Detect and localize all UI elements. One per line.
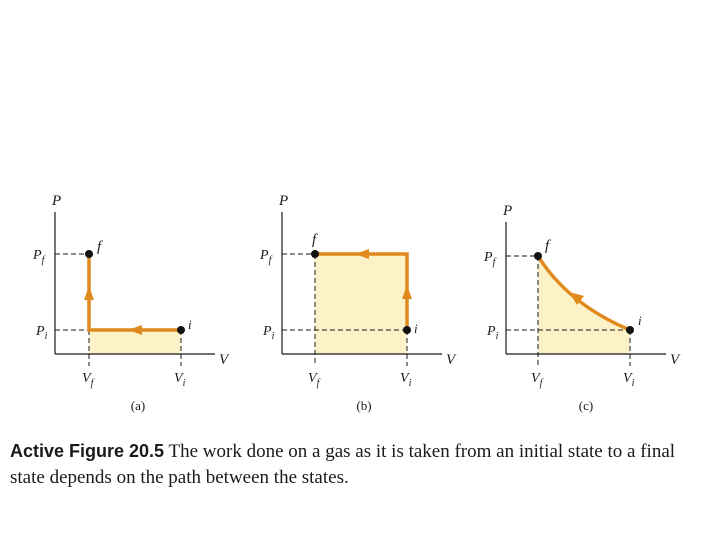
volume-axis-label-a: V bbox=[219, 352, 229, 368]
final-point-label-c: f bbox=[545, 238, 550, 254]
panel-label-c: (c) bbox=[578, 398, 594, 413]
pi-label-a: $P_i$ bbox=[36, 324, 48, 342]
panel-b bbox=[259, 193, 457, 413]
pf-label-a: $P_f$ bbox=[33, 248, 45, 266]
final-point-label-a: f bbox=[97, 239, 102, 255]
final-state-point-c bbox=[534, 252, 542, 260]
panel-label-b: (b) bbox=[356, 398, 372, 413]
vf-label-c: $V_f$ bbox=[531, 371, 543, 389]
pf-label-b: $P_f$ bbox=[260, 248, 272, 266]
final-state-point-a bbox=[85, 250, 93, 258]
work-area-a bbox=[89, 330, 181, 354]
final-state-point-b bbox=[311, 250, 319, 258]
vi-label-b: $V_i$ bbox=[400, 371, 412, 389]
initial-state-point-a bbox=[177, 326, 185, 334]
initial-state-point-c bbox=[626, 326, 634, 334]
vf-label-a: $V_f$ bbox=[82, 371, 94, 389]
initial-state-point-b bbox=[403, 326, 411, 334]
caption-label: Active Figure 20.5 bbox=[10, 441, 165, 461]
arrow-up-a bbox=[84, 286, 94, 300]
volume-axis-label-b: V bbox=[446, 352, 456, 368]
process-path-a bbox=[89, 254, 181, 330]
final-point-label-b: f bbox=[312, 232, 317, 248]
pi-label-c: $P_i$ bbox=[487, 324, 499, 342]
pressure-axis-label-a: P bbox=[52, 193, 62, 209]
pf-label-c: $P_f$ bbox=[484, 250, 496, 268]
panel-a bbox=[32, 193, 230, 413]
initial-point-label-a: i bbox=[188, 317, 192, 332]
vi-label-c: $V_i$ bbox=[623, 371, 635, 389]
pressure-axis-label-b: P bbox=[279, 193, 289, 209]
initial-point-label-b: i bbox=[414, 321, 418, 336]
vi-label-a: $V_i$ bbox=[174, 371, 186, 389]
volume-axis-label-c: V bbox=[670, 352, 680, 368]
pressure-axis-label-c: P bbox=[503, 203, 513, 219]
initial-point-label-c: i bbox=[638, 313, 642, 328]
pi-label-b: $P_i$ bbox=[263, 324, 275, 342]
panel-c bbox=[483, 203, 681, 413]
caption-text: The work done on a gas as it is taken from an initial state to a final state depends on the path between the states. bbox=[10, 441, 676, 488]
panel-label-a: (a) bbox=[130, 398, 146, 413]
figure-caption bbox=[10, 438, 710, 491]
work-area-b bbox=[315, 254, 407, 354]
vf-label-b: $V_f$ bbox=[308, 371, 320, 389]
